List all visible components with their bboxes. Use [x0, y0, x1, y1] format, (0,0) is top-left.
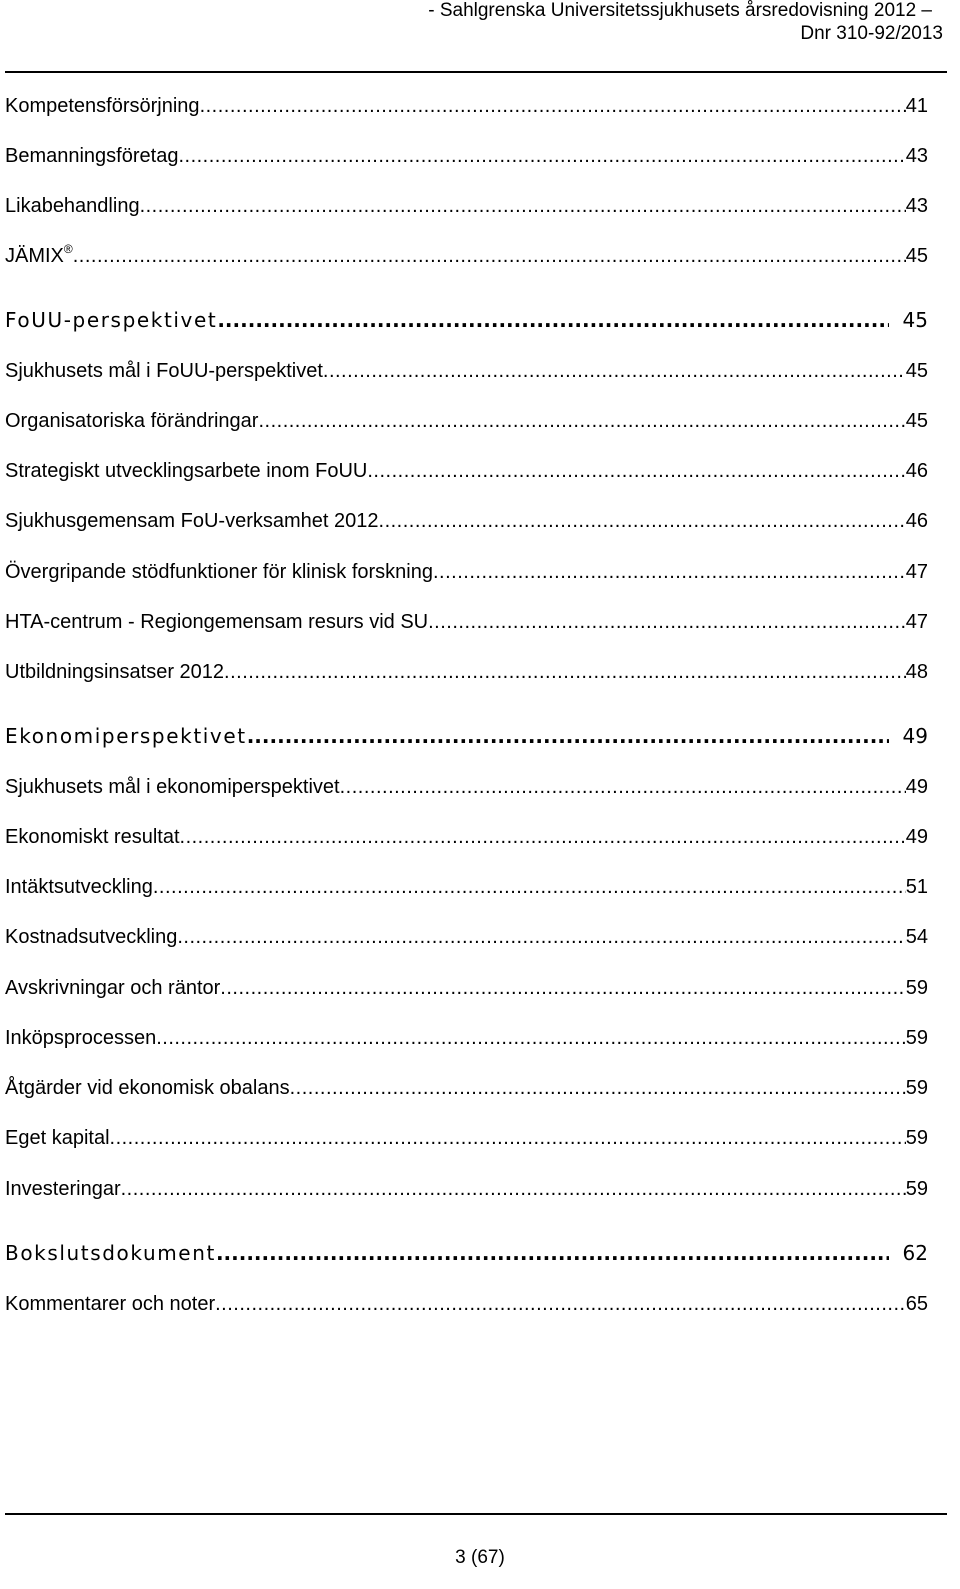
toc-entry[interactable]	[5, 922, 928, 952]
toc-page-number: 46	[905, 460, 928, 482]
toc-entry[interactable]	[5, 657, 928, 687]
toc-leader-dots	[428, 607, 906, 637]
toc-entry[interactable]	[5, 772, 928, 802]
toc-page-number: 62	[902, 1241, 928, 1265]
document-number: Dnr 310-92/2013	[800, 23, 943, 44]
toc-leader-dots	[340, 772, 906, 802]
toc-leader-dots	[220, 973, 905, 1003]
document-title: - Sahlgrenska Universitetssjukhusets årsredovisning 2012 –	[428, 0, 932, 21]
toc-page-number: 49	[905, 776, 928, 798]
toc-leader-dots	[258, 406, 905, 436]
toc-entry[interactable]	[5, 1174, 928, 1204]
toc-label: Ekonomiskt resultat	[5, 826, 180, 848]
toc-entry[interactable]	[5, 141, 928, 171]
toc-page-number: 49	[902, 724, 928, 748]
page-number: 3 (67)	[455, 1547, 505, 1568]
toc-entry[interactable]	[5, 973, 928, 1003]
toc-leader-dots	[290, 1073, 906, 1103]
page-header	[0, 0, 960, 74]
registered-mark: ®	[63, 242, 73, 256]
toc-leader-dots	[216, 1238, 889, 1268]
toc-leader-dots	[177, 922, 905, 952]
toc-page-number: 65	[905, 1293, 928, 1315]
toc-label: Intäktsutveckling	[5, 876, 153, 898]
toc-leader-dots	[433, 557, 906, 587]
toc-page-number: 47	[905, 611, 928, 633]
toc-leader-dots	[323, 356, 906, 386]
toc-label: Avskrivningar och räntor	[5, 977, 221, 999]
toc-label: Kommentarer och noter	[5, 1293, 216, 1315]
toc-leader-dots	[224, 657, 906, 687]
toc-entry[interactable]	[5, 506, 928, 536]
toc-leader-dots	[121, 1174, 906, 1204]
toc-entry[interactable]	[5, 1023, 928, 1053]
toc-label: Sjukhusets mål i ekonomiperspektivet	[5, 776, 340, 798]
toc-label: Kostnadsutveckling	[5, 926, 178, 948]
toc-page-number: 41	[905, 95, 928, 117]
toc-page-number: 51	[905, 876, 928, 898]
toc-leader-dots	[180, 822, 906, 852]
toc-entry[interactable]	[5, 456, 928, 486]
toc-page-number: 46	[905, 510, 928, 532]
toc-entry[interactable]	[5, 91, 928, 121]
toc-label: Åtgärder vid ekonomisk obalans	[5, 1077, 290, 1099]
toc-label: Eget kapital	[5, 1127, 110, 1149]
toc-label: Ekonomiperspektivet	[5, 724, 247, 748]
toc-entry[interactable]	[5, 1123, 928, 1153]
toc-label: Sjukhusets mål i FoUU-perspektivet	[5, 360, 323, 382]
toc-page-number: 59	[905, 977, 928, 999]
toc-label: Organisatoriska förändringar	[5, 410, 259, 432]
toc-leader-dots	[153, 872, 906, 902]
toc-page-number: 59	[905, 1127, 928, 1149]
toc-heading[interactable]	[5, 1238, 928, 1268]
toc-page-number: 59	[905, 1077, 928, 1099]
toc-page-number: 43	[905, 195, 928, 217]
toc-label: FoUU-perspektivet	[5, 308, 218, 332]
toc-leader-dots	[379, 506, 906, 536]
toc-label: Övergripande stödfunktioner för klinisk forskning	[5, 561, 433, 583]
toc-page-number: 49	[905, 826, 928, 848]
toc-page-number: 45	[905, 360, 928, 382]
toc-heading[interactable]	[5, 305, 928, 335]
toc-label: Kompetensförsörjning	[5, 95, 200, 117]
toc-label: JÄMIX®	[5, 242, 73, 267]
toc-page-number: 59	[905, 1027, 928, 1049]
toc-entry[interactable]	[5, 1289, 928, 1319]
toc-leader-dots	[217, 305, 888, 335]
toc-leader-dots	[178, 141, 905, 171]
toc-page-number: 43	[905, 145, 928, 167]
toc-heading[interactable]	[5, 721, 928, 751]
toc-page-number: 59	[905, 1178, 928, 1200]
toc-label: Strategiskt utvecklingsarbete inom FoUU	[5, 460, 368, 482]
toc-entry[interactable]	[5, 1073, 928, 1103]
header-divider	[5, 71, 947, 73]
toc-leader-dots	[215, 1289, 906, 1319]
toc-entry[interactable]	[5, 356, 928, 386]
toc-entry[interactable]	[5, 241, 928, 271]
toc-label: Bokslutsdokument	[5, 1241, 216, 1265]
toc-label: Likabehandling	[5, 195, 140, 217]
toc-entry[interactable]	[5, 406, 928, 436]
toc-label: HTA-centrum - Regiongemensam resurs vid SU	[5, 611, 429, 633]
toc-page-number: 47	[905, 561, 928, 583]
footer-divider	[5, 1513, 947, 1515]
toc-leader-dots	[247, 721, 889, 751]
toc-label: Bemanningsföretag	[5, 145, 179, 167]
toc-leader-dots	[367, 456, 905, 486]
toc-entry[interactable]	[5, 822, 928, 852]
toc-leader-dots	[140, 191, 906, 221]
toc-page-number: 54	[905, 926, 928, 948]
toc-entry[interactable]	[5, 191, 928, 221]
toc-page-number: 45	[905, 245, 928, 267]
toc-leader-dots	[156, 1023, 906, 1053]
toc-label: Utbildningsinsatser 2012	[5, 661, 225, 683]
toc-entry[interactable]	[5, 607, 928, 637]
toc-page-number: 45	[902, 308, 928, 332]
toc-page-number: 48	[905, 661, 928, 683]
toc-entry[interactable]	[5, 557, 928, 587]
toc-entry[interactable]	[5, 872, 928, 902]
toc-leader-dots	[73, 241, 906, 271]
toc-leader-dots	[200, 91, 906, 121]
toc-page-number: 45	[905, 410, 928, 432]
toc-label: Investeringar	[5, 1178, 121, 1200]
toc-leader-dots	[110, 1123, 906, 1153]
toc-label: Sjukhusgemensam FoU-verksamhet 2012	[5, 510, 379, 532]
toc-label: Inköpsprocessen	[5, 1027, 157, 1049]
